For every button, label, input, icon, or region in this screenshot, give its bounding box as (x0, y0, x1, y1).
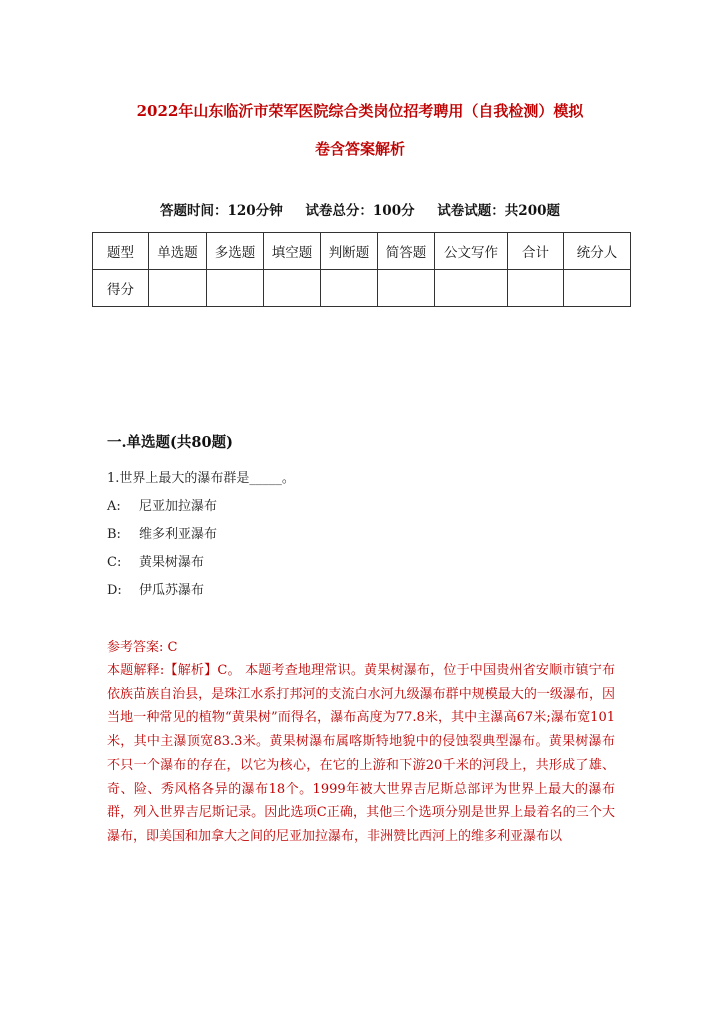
option-b (107, 523, 217, 542)
reference-answer: 参考答案: C (107, 640, 178, 655)
header-cell: 判断题 (321, 233, 378, 270)
header-cell: 单选题 (149, 233, 207, 270)
header-cell: 多选题 (207, 233, 264, 270)
score-cell (564, 270, 631, 307)
score-cell (508, 270, 564, 307)
title-line-2: 卷含答案解析 (314, 140, 405, 158)
exam-time: 答题时间：120分钟 (160, 203, 283, 219)
option-d (107, 579, 204, 598)
option-text: 维多利亚瀑布 (139, 527, 218, 542)
score-cell (207, 270, 264, 307)
exam-total-score: 试卷总分：100分 (305, 203, 415, 219)
header-cell: 公文写作 (435, 233, 508, 270)
answer-explanation: 本题解释:【解析】C。 本题考查地理常识。黄果树瀑布，位于中国贵州省安顺市镇宁布依族苗族自治县，是珠江水系打邦河的支流白水河九级瀑布群中规模最大的一级瀑布，因当地一种常见的植物“黄果树”而得名，瀑布高度为77.8米，其中主瀑高67米;瀑布宽101米，其中主瀑顶宽83.3米。黄果树瀑布属喀斯特地貌中的侵蚀裂典型瀑布。黄果树瀑布不只一个瀑布的存在，以它为核心，在它的上游和下游20千米的河段上，共形成了雄、奇、险、秀风格各异的瀑布18个。1999年被大世界吉尼斯总部评为世界上最大的瀑布群，列入世界吉尼斯记录。因此选项C正确，其他三个选项分别是世界上最着名的三个大瀑布，即美国和加拿大之间的尼亚加拉瀑布，非洲赞比西河上的维多利亚瀑布以 (107, 663, 615, 844)
section-title: 一.单选题(共80题) (107, 434, 233, 451)
score-cell (149, 270, 207, 307)
option-letter: C: (107, 555, 122, 570)
header-cell: 合计 (508, 233, 564, 270)
score-table (92, 232, 631, 307)
option-letter: D: (107, 583, 122, 598)
option-letter: B: (107, 527, 121, 542)
option-letter: A: (107, 499, 121, 514)
score-table-score-row (93, 270, 631, 307)
header-cell: 填空题 (264, 233, 321, 270)
row-label-cell: 得分 (93, 270, 149, 307)
option-text: 尼亚加拉瀑布 (139, 499, 218, 514)
option-c (107, 551, 204, 570)
score-cell (435, 270, 508, 307)
option-a (107, 495, 217, 514)
score-table-header-row (93, 233, 631, 270)
header-cell: 统分人 (564, 233, 631, 270)
title-line-1: 2022年山东临沂市荣军医院综合类岗位招考聘用（自我检测）模拟 (136, 102, 584, 120)
header-cell: 题型 (93, 233, 149, 270)
score-cell (321, 270, 378, 307)
option-text: 黄果树瀑布 (139, 555, 205, 570)
score-cell (378, 270, 435, 307)
question-stem: 1.世界上最大的瀑布群是_____。 (107, 471, 295, 486)
exam-meta (92, 199, 628, 219)
header-cell: 简答题 (378, 233, 435, 270)
option-text: 伊瓜苏瀑布 (139, 583, 205, 598)
document-title (92, 92, 628, 168)
score-cell (264, 270, 321, 307)
exam-question-count: 试卷试题：共200题 (437, 203, 560, 219)
